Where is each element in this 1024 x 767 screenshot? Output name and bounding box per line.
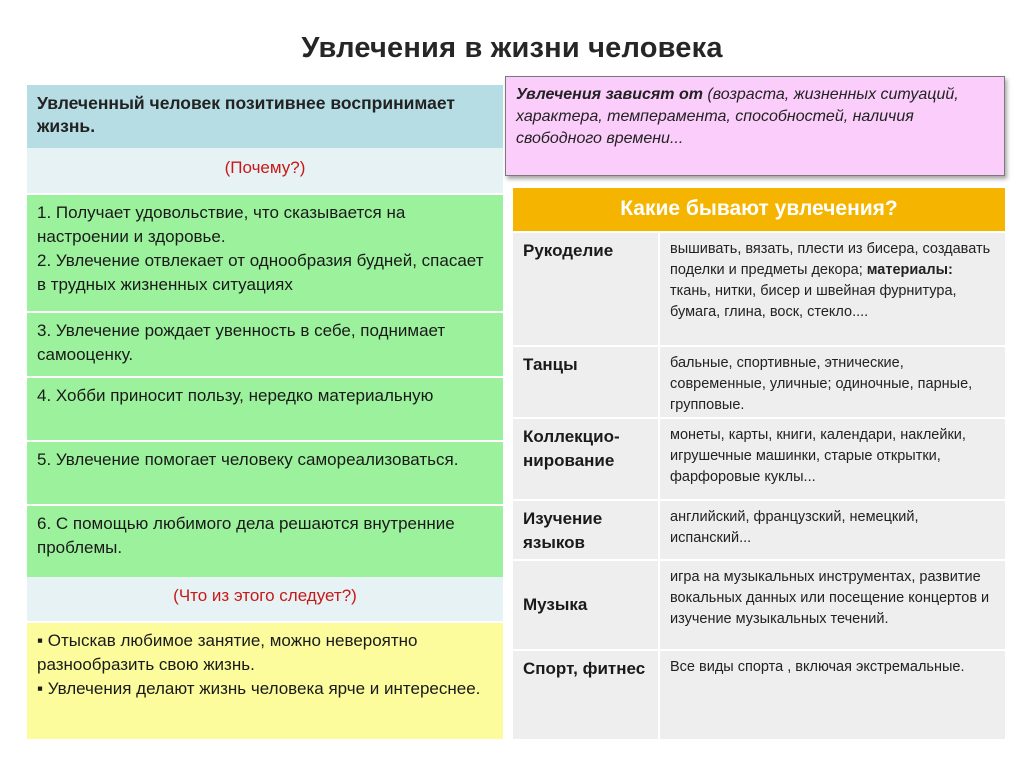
hobby-description: монеты, карты, книги, календари, наклейки, игрушечные машинки, старые открытки, фарфоровые куклы... — [658, 419, 1005, 499]
conclusion-item: ▪ Увлечения делают жизнь человека ярче и интереснее. — [37, 679, 481, 698]
hobby-description — [658, 233, 1005, 345]
hobby-category: Танцы — [523, 355, 578, 374]
hobby-category: Коллекцио-нирование — [523, 427, 620, 470]
conclusion-item: ▪ Отыскав любимое занятие, можно невероятно разнообразить свою жизнь. — [37, 631, 418, 674]
statement-header: Увлеченный человек позитивнее воспринимает жизнь. — [27, 85, 503, 148]
reason-item: 4. Хобби приносит пользу, нередко материальную — [37, 386, 434, 405]
question-consequence: (Что из этого следует?) — [27, 577, 503, 621]
hobby-description-text: вышивать, вязать, плести из бисера, создавать поделки и предметы декора; — [670, 241, 991, 278]
reason-item: 6. С помощью любимого дела решаются внутренние проблемы. — [37, 514, 455, 557]
reason-block-4 — [27, 376, 503, 440]
table-row — [513, 499, 1005, 559]
table-row — [513, 559, 1005, 649]
depends-lead: Увлечения зависят от — [516, 86, 703, 103]
reason-block-5 — [27, 440, 503, 504]
hobby-category: Спорт, фитнес — [523, 659, 646, 678]
reason-item: 1. Получает удовольствие, что сказывается на настроении и здоровье. — [37, 203, 406, 246]
hobby-category: Музыка — [523, 595, 588, 614]
table-row — [513, 417, 1005, 499]
conclusion-block — [27, 621, 503, 739]
hobby-category: Изучение языков — [523, 509, 603, 552]
table-row — [513, 231, 1005, 345]
hobby-description: английский, французский, немецкий, испанский... — [658, 501, 1005, 559]
hobby-description: Все виды спорта , включая экстремальные. — [658, 651, 1005, 739]
hobby-category: Рукоделие — [523, 241, 614, 260]
materials-text: ткань, нитки, бисер и швейная фурнитура, бумага, глина, воск, стекло.... — [670, 283, 957, 320]
reason-item: 3. Увлечение рождает увенность в себе, поднимает самооценку. — [37, 321, 446, 364]
table-row — [513, 345, 1005, 417]
hobby-description: игра на музыкальных инструментах, развитие вокальных данных или посещение концертов и изучение музыкальных течений. — [658, 561, 1005, 649]
page-title: Увлечения в жизни человека — [301, 32, 723, 64]
reason-item: 5. Увлечение помогает человеку самореализоваться. — [37, 450, 459, 469]
reason-item: 2. Увлечение отвлекает от однообразия будней, спасает в трудных жизненных ситуациях — [37, 251, 484, 294]
materials-label: материалы: — [866, 262, 953, 278]
reason-block-1-2 — [27, 193, 503, 311]
reason-block-3 — [27, 311, 503, 376]
reason-block-6 — [27, 504, 503, 577]
table-row — [513, 649, 1005, 739]
hobby-types-table — [513, 231, 1005, 739]
hobby-description: бальные, спортивные, этнические, современные, уличные; одиночные, парные, групповые. — [658, 347, 1005, 417]
depends-text: (возраста, жизненных ситуаций, характера, темперамента, способностей, наличия свободного времени... — [516, 86, 959, 147]
depends-note — [505, 76, 1005, 176]
question-why: (Почему?) — [27, 148, 503, 193]
hobby-types-header: Какие бывают увлечения? — [513, 188, 1005, 231]
